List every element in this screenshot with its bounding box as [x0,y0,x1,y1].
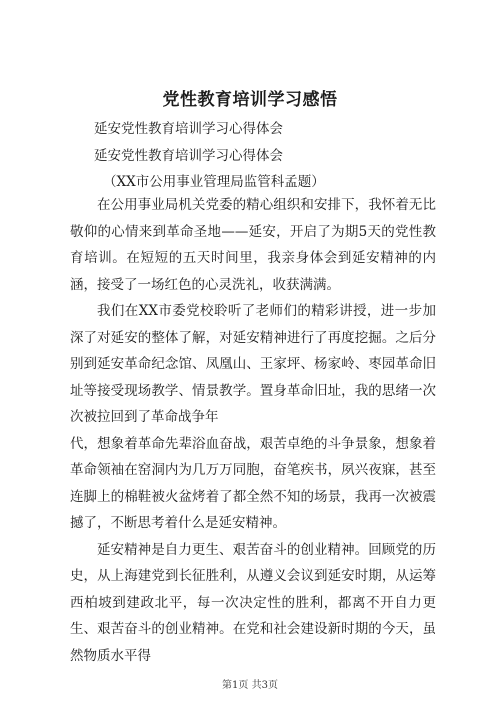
author-line: （XX市公用事业管理局监管科孟题） [103,174,325,190]
page-number: 第1页 共3页 [222,680,278,691]
subtitle-line-1: 延安党性教育培训学习心得体会 [94,121,283,137]
document-title: 党性教育培训学习感悟 [162,90,338,110]
paragraph-4: 延安精神是自力更生、艰苦奋斗的创业精神。回顾党的历史，从上海建党到长征胜利，从遵义会议到延安时期，从运筹西柏坡到建政北平，每一次决定性的胜利，都离不开自力更生、艰苦奋斗的创业精神。在党和社会建设新时期的今天，虽然物质水平得 [70,541,436,664]
paragraph-2: 我们在XX市委党校聆听了老师们的精彩讲授，进一步加深了对延安的整体了解，对延安精神进行了再度挖掘。之后分别到延安革命纪念馆、凤凰山、王家坪、杨家岭、枣园革命旧址等接受现场教学、情景教学。置身革命旧址，我的思绪一次次被拉回到了革命战争年 [70,303,436,425]
paragraph-3: 代，想象着革命先辈浴血奋战，艰苦卓绝的斗争景象，想象着革命领袖在窑洞内为几万万同胞，奋笔疾书，夙兴夜寐，甚至连脚上的棉鞋被火盆烤着了都全然不知的场景，我再一次被震撼了，不断思考着什么是延安精神。 [70,435,436,531]
document-body [70,192,436,669]
paragraph-1: 在公用事业局机关党委的精心组织和安排下，我怀着无比敬仰的心情来到革命圣地——延安，开启了为期5天的党性教育培训。在短短的五天时间里，我亲身体会到延安精神的内涵，接受了一场红色的心灵洗礼，收获满满。 [70,197,436,293]
subtitle-line-2: 延安党性教育培训学习心得体会 [94,148,283,164]
